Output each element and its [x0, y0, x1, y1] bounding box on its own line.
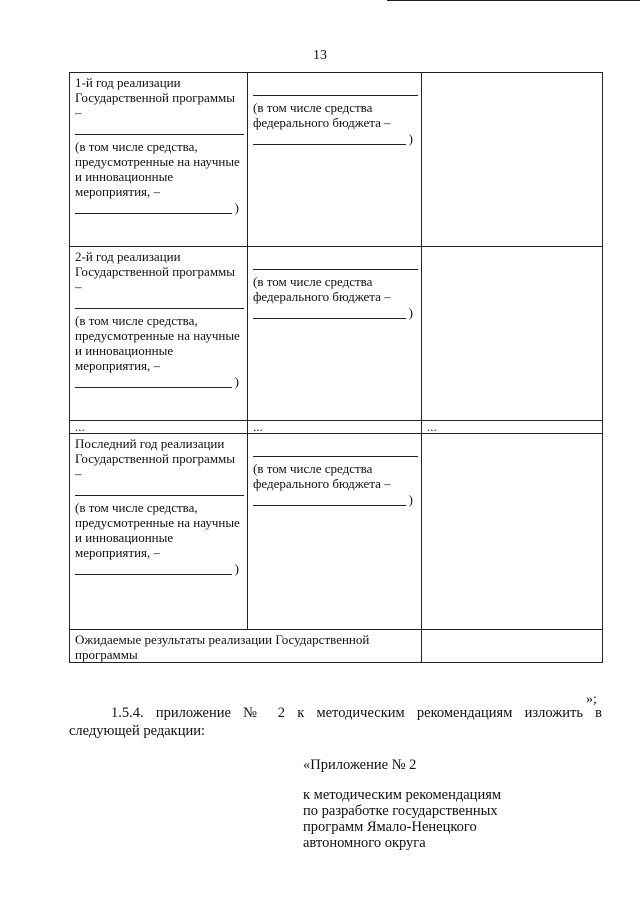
results-label: Ожидаемые результаты реализации Государственной программы: [70, 630, 422, 663]
amendment-paragraph: [69, 704, 602, 740]
year1-cell: [70, 73, 248, 247]
appendix-line-2: по разработке государственных: [303, 803, 498, 819]
last-year-empty-cell: [422, 434, 603, 630]
last-year-amount-blank: [75, 482, 244, 496]
ellipsis-cell-1: ...: [70, 421, 248, 434]
year1-federal-amount-blank: [253, 82, 418, 96]
closing-quote-mark: »;: [586, 692, 597, 707]
year2-empty-cell: [422, 247, 603, 421]
appendix-line-4: автономного округа: [303, 835, 426, 851]
year1-amount-blank: [75, 121, 244, 135]
table-row-last-year: [70, 434, 603, 630]
year1-federal-blank: [253, 131, 406, 145]
last-year-federal-amount-blank: [253, 443, 418, 457]
appendix-header: [303, 757, 603, 851]
last-year-federal-text: (в том числе средства федерального бюджета –: [253, 461, 391, 491]
year2-cell: [70, 247, 248, 421]
table-row-ellipsis: [70, 421, 603, 434]
amendment-line-2: следующей редакции:: [69, 723, 206, 739]
amendment-line-1: 1.5.4. приложение № 2 к методическим рекомендациям изложить в: [111, 705, 602, 721]
ellipsis-cell-2: ...: [248, 421, 422, 434]
table-row-year2: [70, 247, 603, 421]
last-year-federal-cell: [248, 434, 422, 630]
last-year-innovation-blank: [75, 561, 232, 575]
year2-federal-blank: [253, 305, 406, 319]
last-year-federal-blank: [253, 492, 406, 506]
year2-federal-amount-blank: [253, 256, 418, 270]
appendix-line-1: к методическим рекомендациям: [303, 787, 502, 803]
last-year-label: Последний год реализации Государственной программы –: [75, 436, 236, 481]
year1-innovation-blank: [75, 200, 232, 214]
appendix-line-3: программ Ямало-Ненецкого: [303, 819, 477, 835]
year2-federal-text: (в том числе средства федерального бюджета –: [253, 274, 391, 304]
top-rule: [387, 0, 640, 1]
year2-federal-cell: [248, 247, 422, 421]
appendix-title: «Приложение № 2: [303, 757, 417, 773]
year2-innovation-text: (в том числе средства, предусмотренные на научные и инновационные мероприятия, –: [75, 313, 240, 373]
table-row-results: [70, 630, 603, 663]
last-year-innovation-text: (в том числе средства, предусмотренные на научные и инновационные мероприятия, –: [75, 500, 240, 560]
year1-federal-cell: [248, 73, 422, 247]
year1-empty-cell: [422, 73, 603, 247]
year2-innovation-blank: [75, 374, 232, 388]
page-number: 13: [313, 48, 327, 63]
year2-amount-blank: [75, 295, 244, 309]
year1-federal-text: (в том числе средства федерального бюджета –: [253, 100, 391, 130]
year1-label: 1-й год реализации Государственной программы –: [75, 75, 236, 120]
last-year-cell: [70, 434, 248, 630]
ellipsis-cell-3: ...: [422, 421, 603, 434]
results-empty-cell: [422, 630, 603, 663]
funding-table: [69, 72, 603, 663]
table-row-year1: [70, 73, 603, 247]
year2-label: 2-й год реализации Государственной программы –: [75, 249, 236, 294]
year1-innovation-text: (в том числе средства, предусмотренные на научные и инновационные мероприятия, –: [75, 139, 240, 199]
